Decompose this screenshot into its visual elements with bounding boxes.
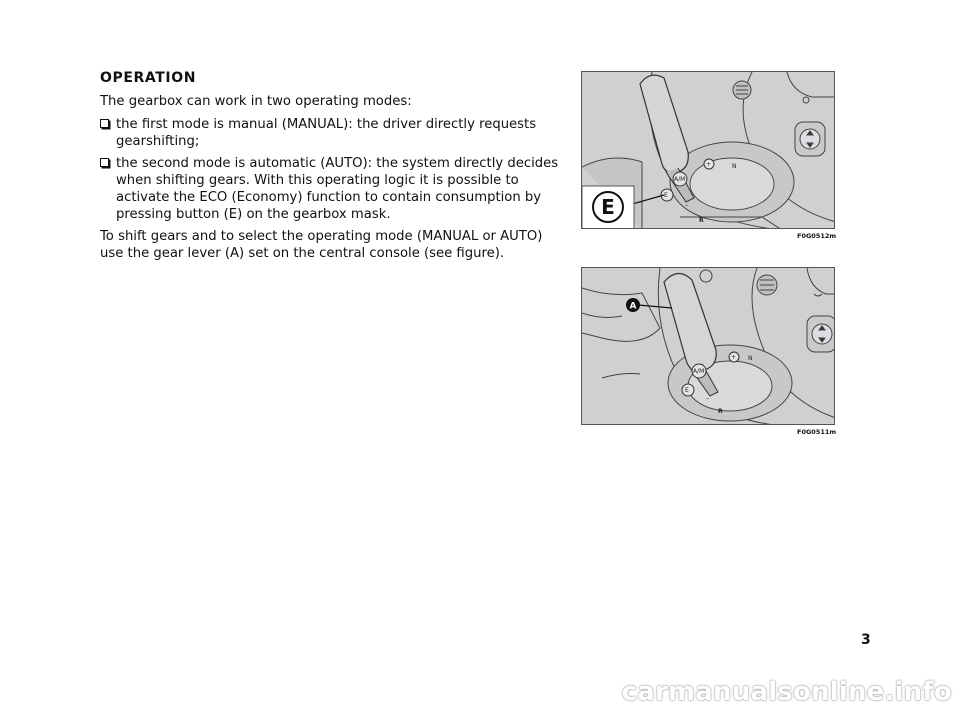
section-heading: OPERATION [100, 70, 197, 86]
gate-label-n: N [732, 163, 737, 170]
gate-label-plus: + [706, 161, 712, 168]
gate-label-minus: – [706, 395, 709, 402]
gate-label-plus: + [731, 354, 737, 361]
gate-label-r: R [699, 217, 704, 224]
gearbox-illustration [582, 72, 835, 229]
gearbox-illustration [582, 268, 835, 425]
gate-label-am: A/M [674, 176, 686, 183]
watermark: carmanualsonline.info [621, 677, 952, 707]
callout-a-label: A [629, 301, 637, 312]
closing-paragraph: To shift gears and to select the operating mode (MANUAL or AUTO) use the gear lever (A) set on the central console (see figure). [100, 229, 543, 261]
callout-e-label: E [601, 195, 615, 219]
gate-label-am: A/M [693, 368, 705, 375]
checkbox-bullet-icon [100, 119, 109, 128]
bullet-text: the first mode is manual (MANUAL): the driver directly requests gearshifting; [116, 117, 537, 149]
bullet-item [100, 116, 560, 150]
gate-label-r: R [718, 408, 723, 415]
gate-label-n: N [748, 355, 753, 362]
bullet-text: the second mode is automatic (AUTO): the system directly decides when shifting gears. With this operating logic it is possible to activate the ECO (Economy) function to contain consumption by pressing button (E) on the gearbox mask. [116, 156, 559, 222]
gearbox-figure-gear-lever [581, 267, 835, 425]
gate-label-e: E [685, 387, 689, 394]
intro-paragraph: The gearbox can work in two operating modes: [100, 94, 412, 109]
gate-label-e: E [664, 192, 668, 199]
bullet-item [100, 155, 560, 223]
page-number: 3 [861, 632, 871, 648]
text-column [100, 70, 560, 268]
gate-label-minus: – [685, 202, 688, 209]
checkbox-bullet-icon [100, 158, 109, 167]
figure-code: F0G0511m [797, 428, 837, 436]
gearbox-figure-eco-button [581, 71, 835, 229]
figure-code: F0G0512m [797, 232, 837, 240]
